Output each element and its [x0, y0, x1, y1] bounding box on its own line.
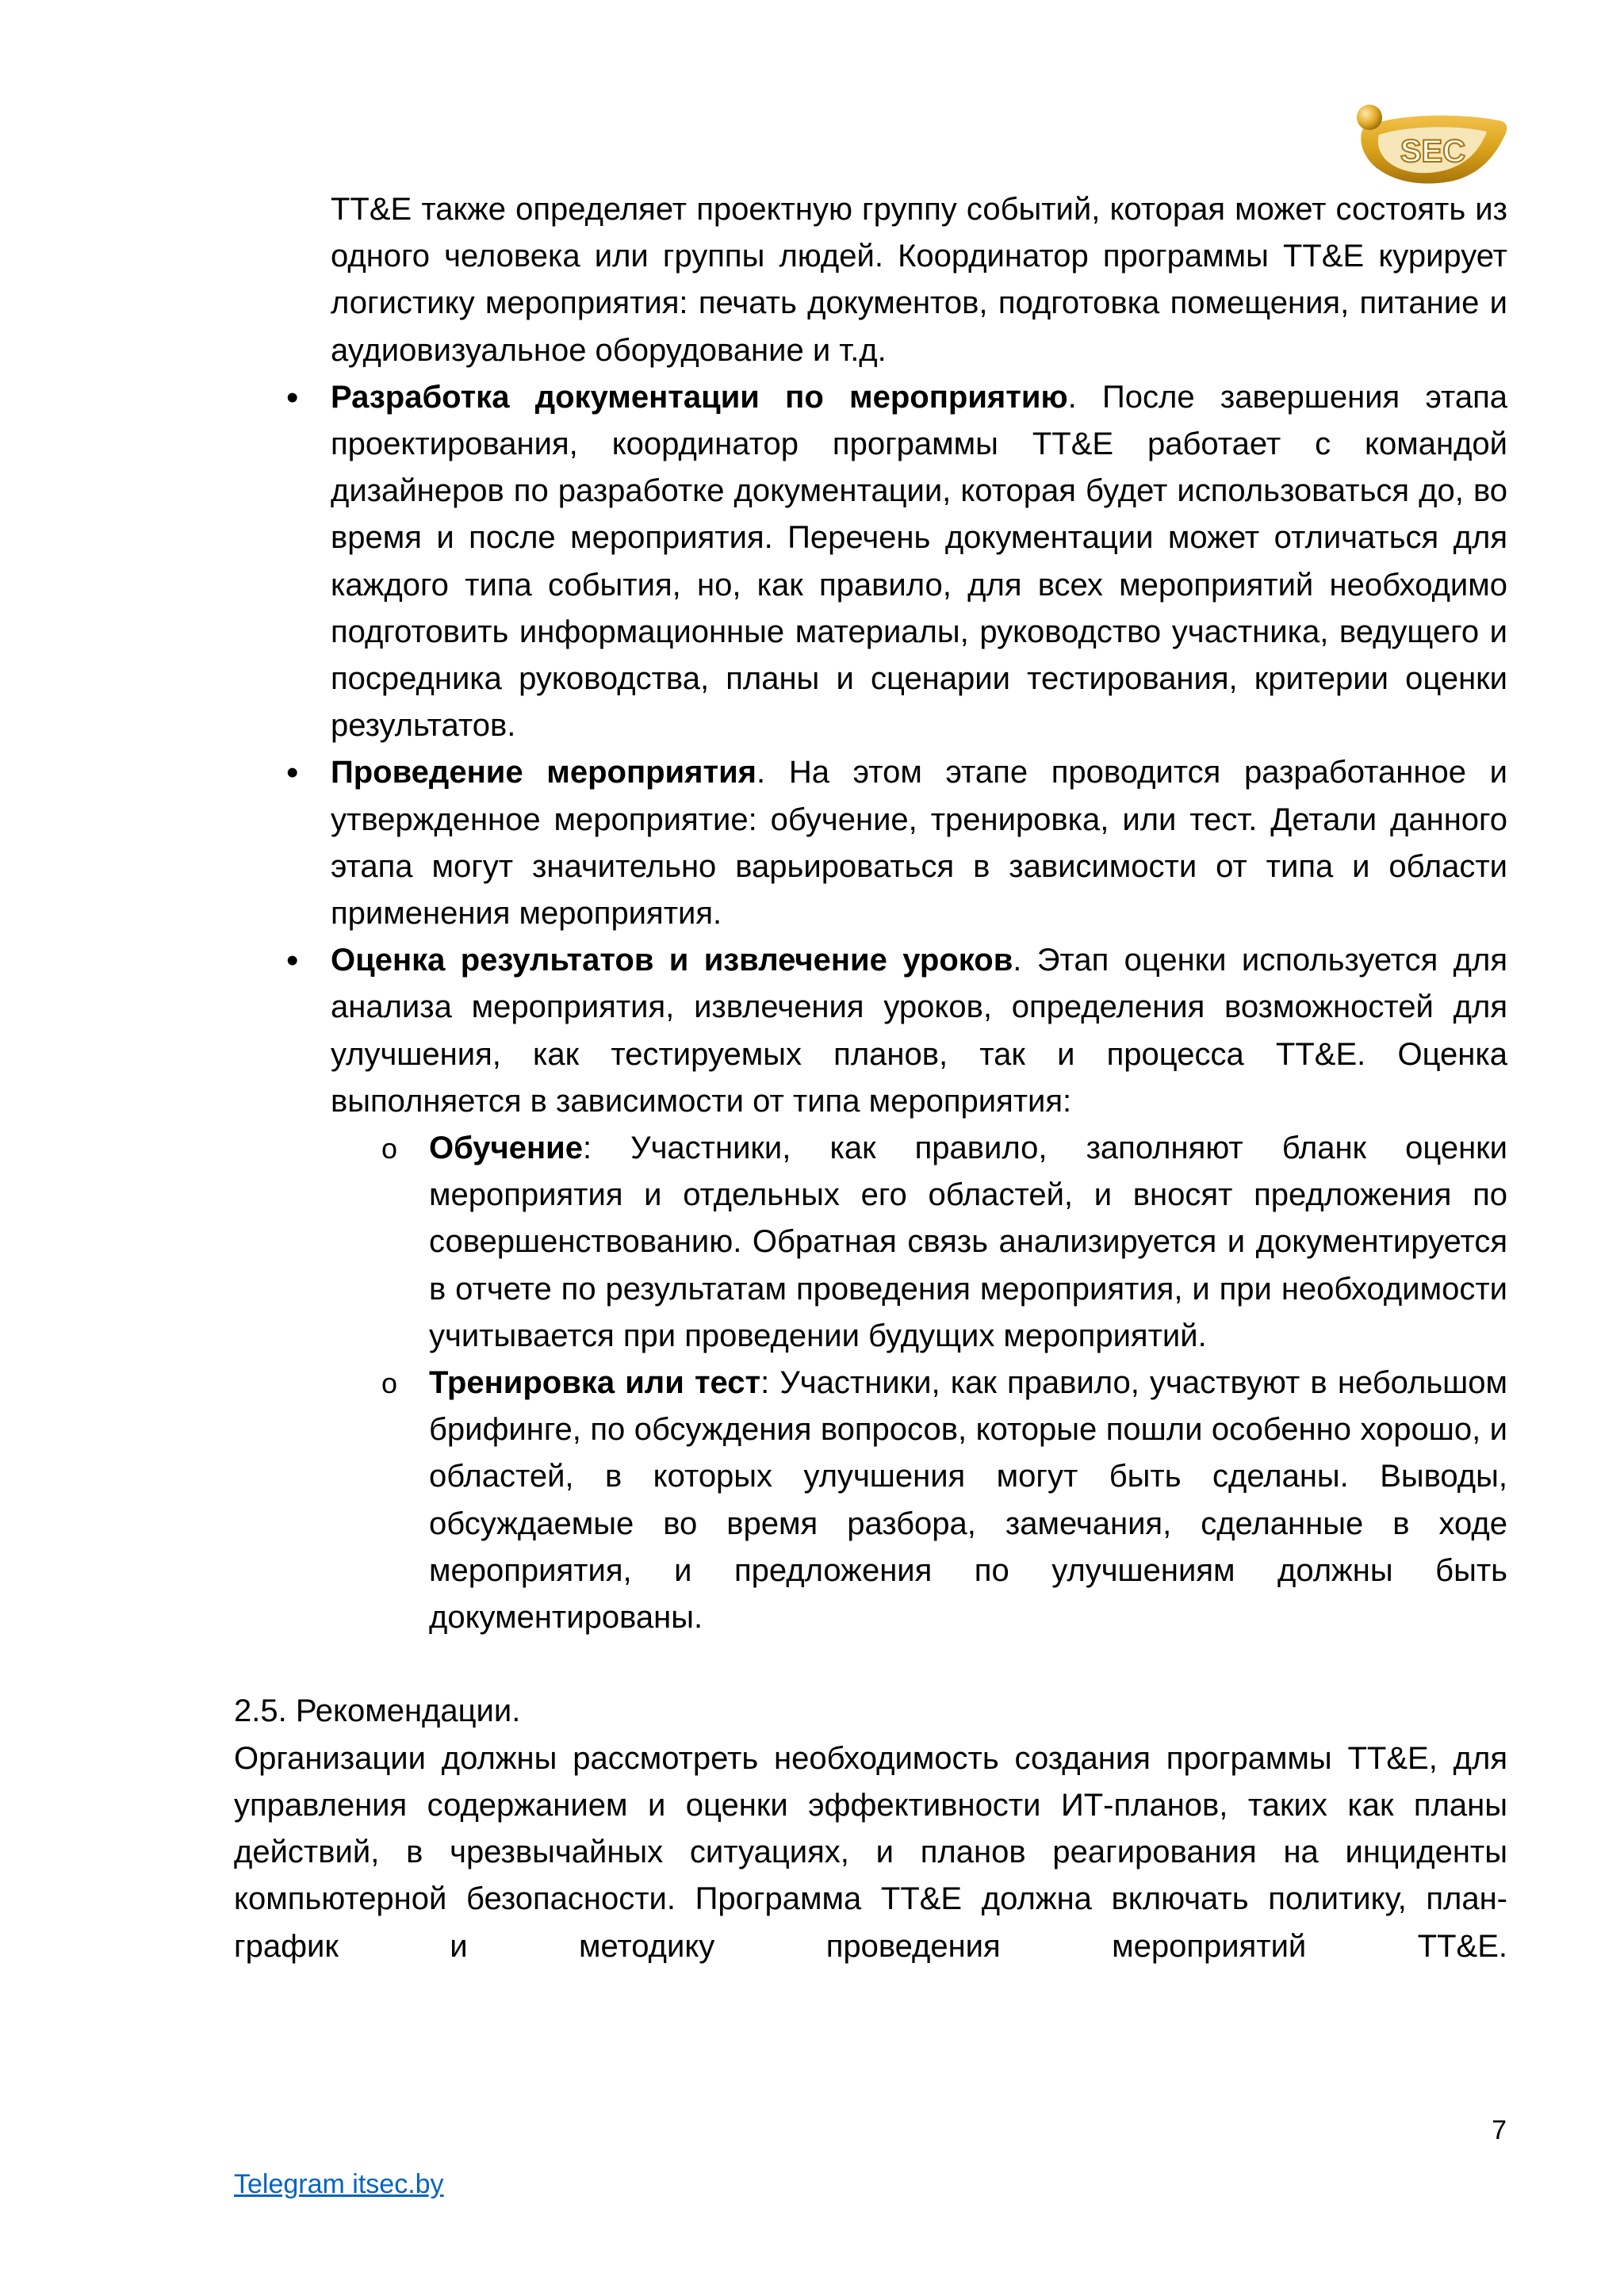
sub-bullet-icon: o: [381, 1367, 398, 1400]
logo-ball-icon: [1357, 105, 1382, 130]
intro-paragraph: TT&E также определяет проектную группу событий, которая может состоять из одного человека или группы людей. Координатор программы TT&E курирует логистику мероприятия: печать документов, подготовка помещения, питание и аудиовизуальное оборудование и т.д.: [331, 192, 1507, 368]
document-body: [234, 186, 1507, 1970]
section-heading: 2.5. Рекомендации.: [234, 1693, 521, 1729]
bullet-icon: •: [286, 753, 299, 793]
bullet-text: . После завершения этапа проектирования, координатор программы TT&E работает с командой дизайнеров по разработке документации, которая будет использоваться до, во время и после мероприятия. Перечень документации может отличаться для каждого типа события, но, как правило, для всех мероприятий необходимо подготовить информационные материалы, руководство участника, ведущего и посредника руководства, планы и сценарии тестирования, критерии оценки результатов.: [331, 379, 1507, 744]
bullet-text: . На этом этапе проводится разработанное и утвержденное мероприятие: обучение, тренировка, или тест. Детали данного этапа могут значительно варьироваться в зависимости от типа и области применения мероприятия.: [331, 755, 1508, 932]
sec-logo: [1352, 97, 1511, 189]
footer-telegram-link[interactable]: Telegram itsec.by: [234, 2169, 444, 2199]
page-number: 7: [1492, 2115, 1507, 2145]
list-item: [234, 374, 1507, 750]
list-item: [234, 937, 1507, 1125]
sub-bullet-text: : Участники, как правило, участвуют в небольшом брифинге, по обсуждения вопросов, которые пошли особенно хорошо, и областей, в которых улучшения могут быть сделаны. Выводы, обсуждаемые во время разбора, замечания, сделанные в ходе мероприятия, и предложения по улучшениям должны быть документированы.: [429, 1365, 1507, 1636]
sub-bullet-title: Обучение: [429, 1131, 584, 1166]
bullet-title: Проведение мероприятия: [331, 755, 757, 790]
section-paragraph: Организации должны рассмотреть необходимость создания программы TT&E, для управления содержанием и оценки эффективности ИТ-планов, таких как планы действий, в чрезвычайных ситуациях, и планов реагирования на инциденты компьютерной безопасности. Программа TT&E должна включать политику, план-график и методику проведения мероприятий TT&E.: [234, 1740, 1507, 1964]
sub-bullet-text: : Участники, как правило, заполняют бланк оценки мероприятия и отдельных его областей, и вносят предложения по совершенствованию. Обратная связь анализируется и документируется в отчете по результатам проведения мероприятия, и при необходимости учитывается при проведении будущих мероприятий.: [429, 1131, 1507, 1353]
sub-list-item: [234, 1125, 1507, 1360]
list-item: [234, 749, 1507, 937]
bullet-text: . Этап оценки используется для анализа мероприятия, извлечения уроков, определения возможностей для улучшения, как тестируемых планов, так и процесса TT&E. Оценка выполняется в зависимости от типа мероприятия:: [331, 943, 1508, 1119]
sub-list-item: [234, 1360, 1507, 1641]
sub-bullet-icon: o: [381, 1132, 398, 1165]
sub-bullet-title: Тренировка или тест: [429, 1365, 761, 1401]
bullet-title: Разработка документации по мероприятию: [331, 379, 1068, 415]
bullet-icon: •: [286, 377, 299, 417]
logo-text: SEC: [1400, 134, 1466, 169]
bullet-icon: •: [286, 941, 299, 981]
bullet-title: Оценка результатов и извлечение уроков: [331, 943, 1013, 978]
